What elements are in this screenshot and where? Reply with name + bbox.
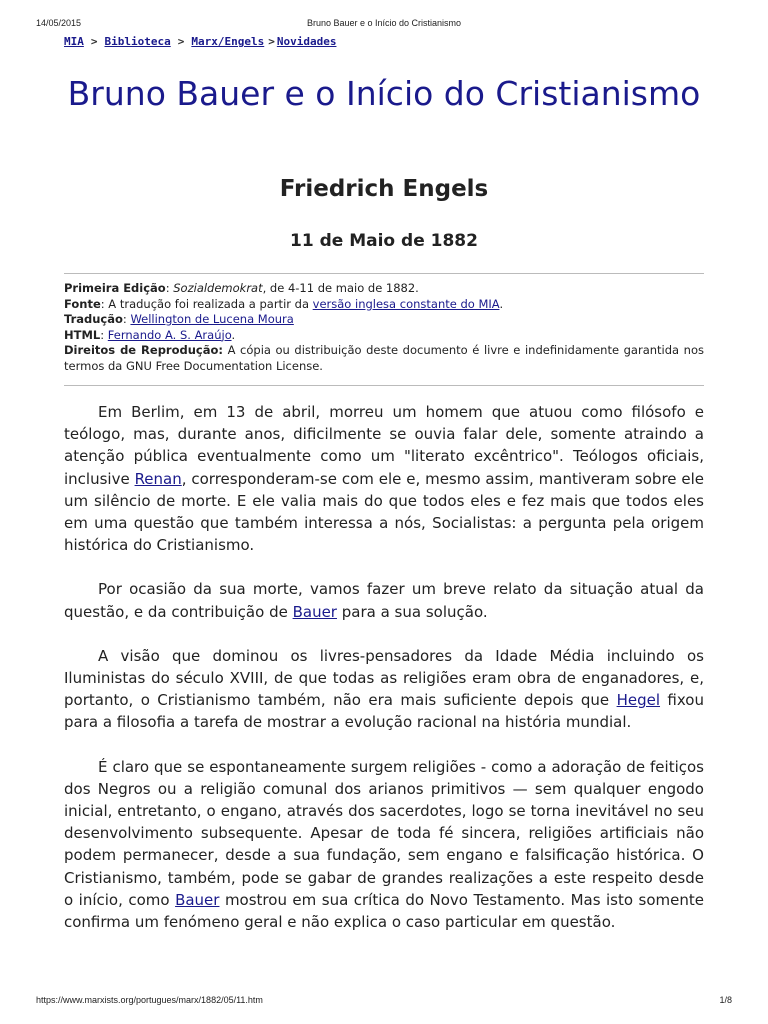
- breadcrumb: [64, 35, 336, 48]
- breadcrumb-separator: >: [90, 35, 98, 48]
- breadcrumb-link-novidades[interactable]: Novidades: [276, 35, 337, 48]
- paragraph-2: [64, 578, 704, 622]
- breadcrumb-separator: >: [268, 35, 275, 48]
- paragraph-1: [64, 401, 704, 556]
- hegel-link[interactable]: Hegel: [616, 691, 661, 710]
- meta-label: HTML: [64, 327, 101, 342]
- paragraph-text: mostrou em sua crítica do Novo Testamento. Mas isto somente confirma um fenómeno geral e não explica o caso particular em questão.: [64, 890, 704, 932]
- paragraph-4: [64, 756, 704, 934]
- article-body: [64, 401, 704, 955]
- translator-link[interactable]: Wellington de Lucena Moura: [130, 312, 294, 326]
- html-author-link[interactable]: Fernando A. S. Araújo: [107, 327, 232, 342]
- meta-text: A cópia ou distribuição deste documento é livre e indefinidamente garantida nos termos da GNU Free Documentation License.: [64, 343, 704, 373]
- meta-text: :: [100, 327, 108, 342]
- meta-text: :: [122, 312, 131, 326]
- meta-label: Tradução: [64, 312, 123, 326]
- divider-bottom: [64, 385, 704, 386]
- paragraph-text: É claro que se espontaneamente surgem religiões - como a adoração de feitiços dos Negros ou a religião comunal dos arianos primitivos — sem qualquer engodo inicial, entretanto, o engano, através dos sacerdotes, logo se torna inevitável no seu desenvolvimento subsequente. Apesar de toda fé sincera, religiões artificiais não podem permanecer, desde a sua fundação, sem engano e falsificação histórica. O Cristianismo, também, pode se gabar de grandes realizações a este respeito desde o início, como: [64, 757, 704, 909]
- paragraph-text: , corresponderam-se com ele e, mesmo assim, mantiveram sobre ele um silêncio de morte. E ele valia mais do que todos eles e fez mais que todos eles em uma questão que também interessa a nós, Socialistas: a pergunta pela origem histórica do Cristianismo.: [64, 469, 705, 555]
- fonte-link[interactable]: versão inglesa constante do MIA: [312, 296, 500, 311]
- print-footer: [36, 995, 732, 1007]
- meta-label: Fonte: [64, 296, 101, 311]
- meta-direitos: [64, 343, 704, 374]
- paragraph-text: Por ocasião da sua morte, vamos fazer um breve relato da situação atual da questão, e da contribuição de: [64, 580, 704, 621]
- meta-fonte: [64, 297, 704, 313]
- meta-text: .: [499, 296, 504, 311]
- meta-text: , de 4-11 de maio de 1882.: [262, 281, 419, 295]
- breadcrumb-link-biblioteca[interactable]: Biblioteca: [104, 35, 171, 48]
- breadcrumb-link-mia[interactable]: MIA: [64, 35, 84, 48]
- meta-label: Direitos de Reprodução:: [64, 343, 223, 357]
- author-name: Friedrich Engels: [279, 176, 489, 202]
- paragraph-text: A visão que dominou os livres-pensadores da Idade Média incluindo os Iluministas do século XVIII, de que todas as religiões eram obra de enganadores, e, portanto, o Cristianismo também, não era mais suficiente depois que: [64, 646, 704, 710]
- print-title: Bruno Bauer e o Início do Cristianismo: [306, 18, 462, 28]
- meta-html: [64, 328, 704, 344]
- meta-traducao: [64, 312, 704, 328]
- paragraph-text: para a sua solução.: [336, 602, 488, 621]
- breadcrumb-link-marx-engels[interactable]: Marx/Engels: [191, 35, 265, 48]
- metadata-block: [64, 281, 704, 374]
- paragraph-text: Em Berlim, em 13 de abril, morreu um homem que atuou como filósofo e teólogo, mas, durante anos, dificilmente se ouvia falar dele, somente atraindo a atenção pública eventualmente como um "literato excêntrico". Teólogos oficiais, inclusive: [64, 403, 704, 488]
- meta-text: : A tradução foi realizada a partir da: [100, 296, 313, 311]
- bauer-link[interactable]: Bauer: [292, 602, 337, 621]
- bauer-link[interactable]: Bauer: [175, 890, 220, 909]
- meta-label: Primeira Edição: [64, 281, 166, 295]
- meta-text: .: [231, 327, 236, 342]
- paragraph-text: fixou para a filosofia a tarefa de mostrar a evolução racional na história mundial.: [64, 691, 704, 732]
- breadcrumb-separator: >: [177, 35, 185, 48]
- meta-primeira-edicao: Primeira Edição: Sozialdemokrat, de 4-11 de maio de 1882.: [64, 281, 419, 295]
- print-header: [36, 18, 732, 30]
- print-url: https://www.marxists.org/portugues/marx/1882/05/11.htm: [36, 995, 263, 1005]
- page-number: 1/8: [719, 995, 732, 1005]
- page-title: Bruno Bauer e o Início do Cristianismo: [67, 74, 701, 113]
- paragraph-3: [64, 645, 704, 734]
- renan-link[interactable]: Renan: [134, 469, 182, 488]
- divider-top: [64, 273, 704, 274]
- meta-publication: Sozialdemokrat: [173, 281, 263, 295]
- document-date: 11 de Maio de 1882: [290, 231, 478, 251]
- print-date: 14/05/2015: [36, 18, 82, 28]
